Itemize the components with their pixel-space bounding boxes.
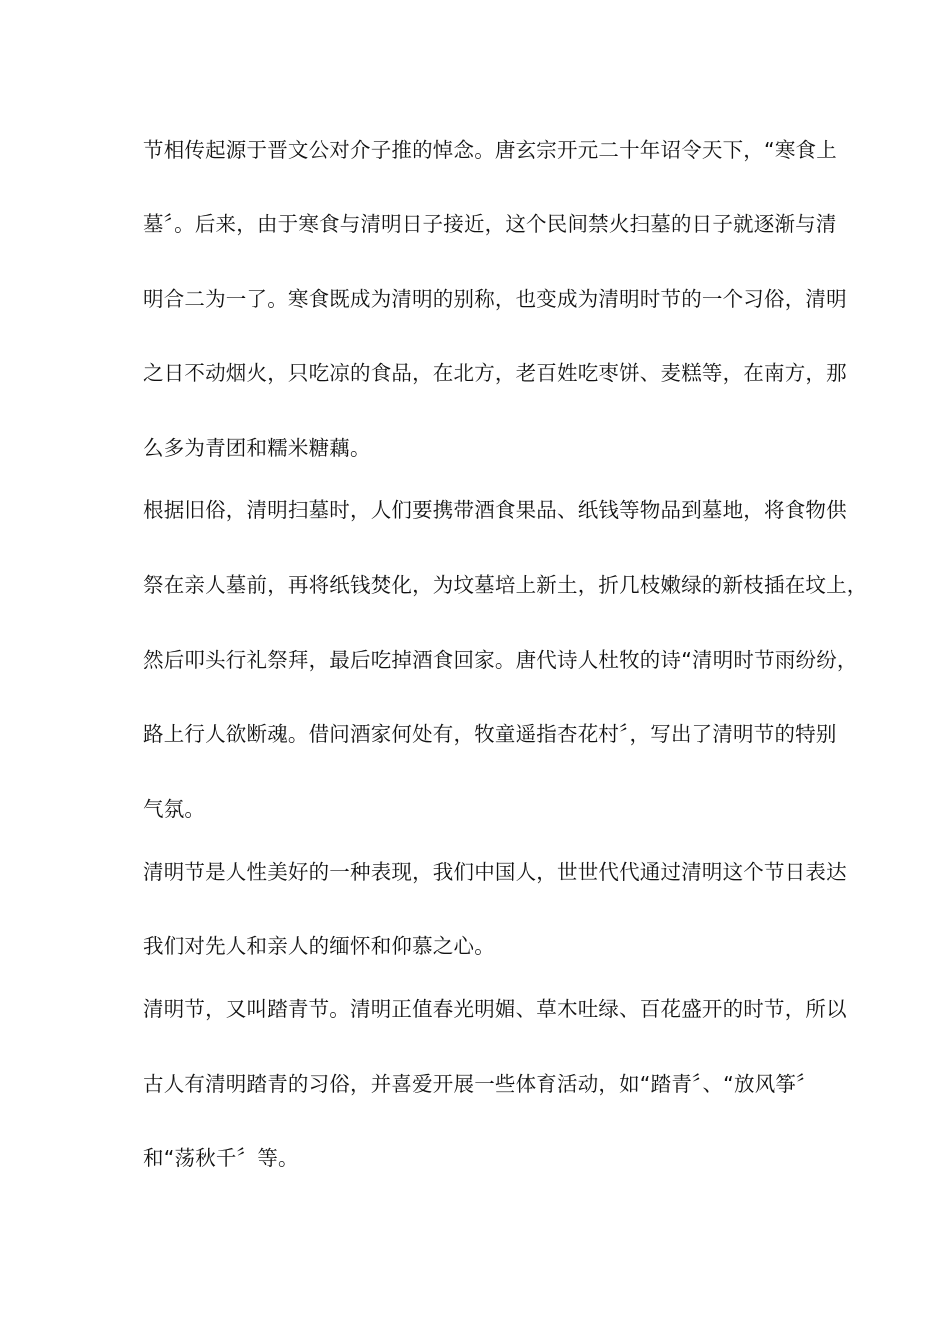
paragraph-line: 之日不动烟火，只吃凉的食品，在北方，老百姓吃枣饼、麦糕等，在南方，那: [143, 361, 847, 385]
paragraph-line: 路上行人欲断魂。借问酒家何处有，牧童遥指杏花村〞，写出了清明节的特别: [143, 722, 837, 746]
paragraph-line: 节相传起源于晋文公对介子推的悼念。唐玄宗开元二十年诏令天下，“寒食上: [143, 138, 837, 162]
paragraph-line: 然后叩头行礼祭拜，最后吃掉酒食回家。唐代诗人杜牧的诗“清明时节雨纷纷，: [143, 648, 858, 672]
paragraph-line: 气氛。: [143, 797, 206, 821]
paragraph-line: 和“荡秋千〞等。: [143, 1146, 299, 1170]
paragraph-line: 明合二为一了。寒食既成为清明的别称，也变成为清明时节的一个习俗，清明: [143, 287, 847, 311]
paragraph-line: 么多为青团和糯米糖藕。: [143, 436, 371, 460]
paragraph-line: 清明节，又叫踏青节。清明正值春光明媚、草木吐绿、百花盛开的时节，所以: [143, 997, 847, 1021]
paragraph-line: 墓〞。后来，由于寒食与清明日子接近，这个民间禁火扫墓的日子就逐渐与清: [143, 212, 837, 236]
paragraph-line: 根据旧俗，清明扫墓时，人们要携带酒食果品、纸钱等物品到墓地，将食物供: [143, 498, 847, 522]
paragraph-line: 古人有清明踏青的习俗，并喜爱开展一些体育活动，如“踏青〞、“放风筝〞: [143, 1072, 817, 1096]
paragraph-line: 祭在亲人墓前，再将纸钱焚化，为坟墓培上新土，折几枝嫩绿的新枝插在坟上，: [143, 573, 868, 597]
paragraph-line: 我们对先人和亲人的缅怀和仰慕之心。: [143, 934, 495, 958]
paragraph-line: 清明节是人性美好的一种表现，我们中国人，世世代代通过清明这个节日表达: [143, 860, 847, 884]
